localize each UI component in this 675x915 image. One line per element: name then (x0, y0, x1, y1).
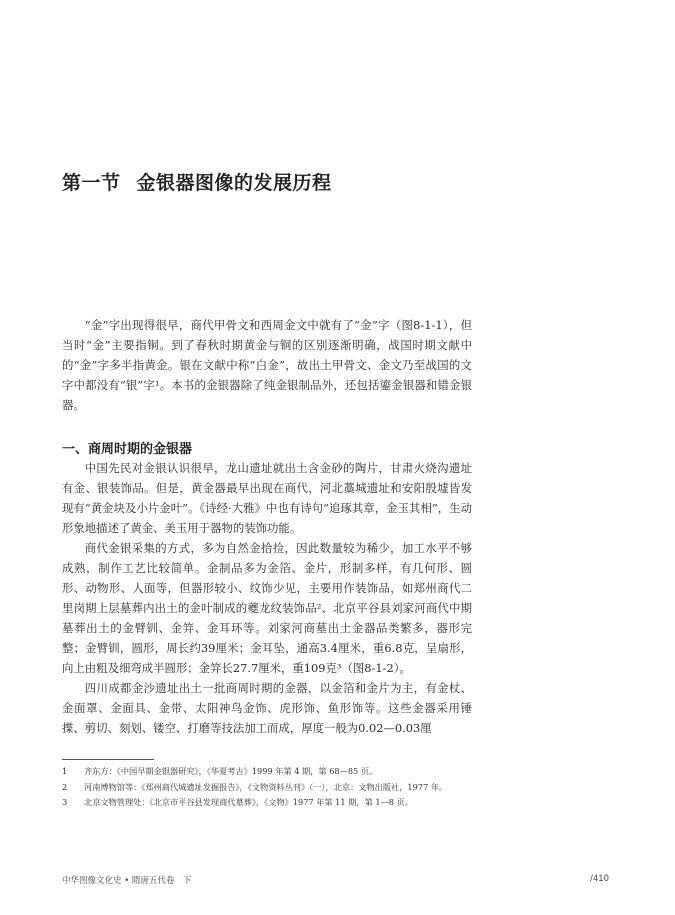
footnote (62, 796, 472, 809)
body-paragraph: 商代金银采集的方式，多为自然金拾捡，因此数量较为稀少，加工水平不够成熟，制作工艺比较简单。金制品多为金箔、金片，形制多样，有几何形、圆形、动物形、人面等，但器形较小、纹饰少见，主要用作装饰品，如郑州商代二里岗期上层墓葬内出土的金叶制成的夔龙纹装饰品²、北京平谷县刘家河商代中期墓葬出土的金臂钏、金笄、金耳环等。刘家河商墓出土金器品类繁多，器形完整；金臂钏，圆形，周长约39厘米；金耳坠，通高3.4厘米，重6.8克，呈扇形，向上由粗及细弯成半圆形；金笄长27.7厘米，重109克³（图8-1-2）。 (62, 541, 472, 675)
section-heading: 金银器图像的发展历程 (136, 172, 332, 194)
body-paragraph: 中国先民对金银认识很早，龙山遗址就出土含金砂的陶片，甘肃火烧沟遗址有金、银装饰品。但是，黄金器最早出现在商代，河北藁城遗址和安阳殷墟皆发现有“黄金块及小片金叶”。《诗经·大雅》中也有诗句“追琢其章，金玉其相”，生动形象地描述了黄金、美玉用于器物的装饰功能。 (62, 461, 472, 535)
footnote (62, 781, 472, 794)
section-number: 第一节 (62, 172, 121, 194)
section-title (62, 168, 332, 195)
footer-book-title: 中华图像文化史 • 隋唐五代卷 下 (62, 876, 192, 886)
footnote-number: 2 (62, 781, 68, 792)
footnotes (62, 765, 472, 812)
footnote (62, 765, 472, 778)
footnote-divider (62, 759, 154, 760)
intro-text (62, 315, 472, 415)
footnote-text: 北京文物管理处：《北京市平谷县发现商代墓葬》，《文物》1977 年第 11 期，第 1—8 页。 (84, 797, 413, 807)
footer-page-number: /410 (590, 874, 610, 884)
subsection-heading: 一、商周时期的金银器 (62, 442, 193, 457)
footnote-number: 3 (62, 797, 68, 807)
footnote-text: 齐东方：《中国早期金银器研究》，《华夏考古》1999 年第 4 期，第 68—85 页。 (84, 766, 378, 776)
main-text (62, 458, 472, 738)
footnote-text: 河南博物馆等：《郑州商代城遗址发掘报告》，《文物资料丛刊》（一），北京：文物出版社，1977 年。 (84, 781, 448, 792)
intro-paragraph: “金”字出现得很早，商代甲骨文和西周金文中就有了“金”字（图8-1-1），但当时“金”主要指铜。到了春秋时期黄金与铜的区别逐渐明确，战国时期文献中的“金”字多半指黄金。银在文献中称“白金”，故出土甲骨文、金文乃至战国的文字中都没有“银”字¹。本书的金银器除了纯金银制品外，还包括鎏金银器和错金银器。 (62, 318, 472, 412)
body-paragraph: 四川成都金沙遗址出土一批商周时期的金器，以金箔和金片为主，有金杖、金面罩、金面具、金带、太阳神鸟金饰、虎形饰、鱼形饰等。这些金器采用锤揲、剪切、刻划、镂空、打磨等技法加工而成，厚度一般为0.02—0.03厘 (62, 681, 472, 735)
footnote-number: 1 (62, 766, 68, 776)
